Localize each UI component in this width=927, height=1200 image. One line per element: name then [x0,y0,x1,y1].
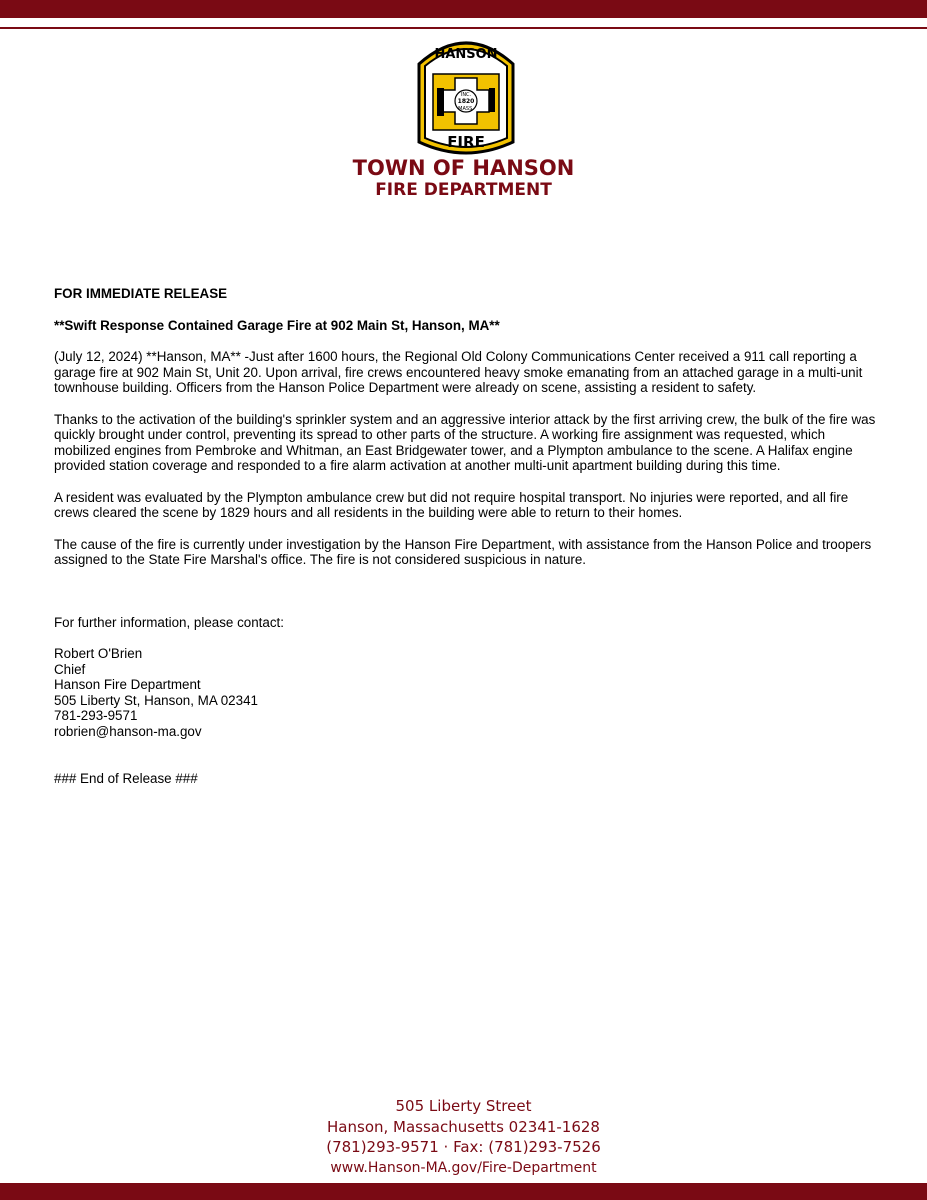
paragraph-3: A resident was evaluated by the Plympton ambulance crew but did not require hospital transport. No injuries were reported, and all fire crews cleared the scene by 1829 hours and all residents in the building were able to return to their homes. [54,489,849,520]
footer-website[interactable]: www.Hanson-MA.gov/Fire-Department [330,1159,597,1176]
contact-title: Chief [54,661,86,677]
town-title: TOWN OF HANSON [352,156,575,180]
contact-org: Hanson Fire Department [54,677,201,692]
release-headline: **Swift Response Contained Garage Fire at 902 Main St, Hanson, MA** [54,317,500,333]
footer-city: Hanson, Massachusetts 02341-1628 [327,1117,600,1136]
footer-phones: (781)293-9571 · Fax: (781)293-7526 [326,1138,601,1156]
top-border-line [0,27,927,29]
hanson-fire-logo [411,34,521,160]
contact-address: 505 Liberty St, Hanson, MA 02341 [54,692,258,708]
contact-block [54,646,882,739]
logo-badge-line-3: MASS. [458,106,474,112]
paragraph-1: (July 12, 2024) **Hanson, MA** -Just after 1600 hours, the Regional Old Colony Communications Center received a 911 call reporting a garage fire at 902 Main St, Unit 20. Upon arrival, fire crews encountered heavy smoke emanating from an attached garage in a multi-unit townhouse building. Officers from the Hanson Police Department were already on scene, assisting a resident to safety. [54,349,863,395]
footer-street: 505 Liberty Street [395,1097,532,1115]
release-label: FOR IMMEDIATE RELEASE [54,286,228,301]
contact-intro: For further information, please contact: [54,614,284,630]
logo-bottom-text: FIRE [447,133,485,151]
top-border-bar [0,0,927,18]
contact-name: Robert O'Brien [54,646,143,661]
footer [0,1096,927,1178]
paragraph-2: Thanks to the activation of the building's sprinkler system and an aggressive interior attack by the first arriving crew, the bulk of the fire was quickly brought under control, preventing its spread to other parts of the structure. A working fire assignment was requested, which mobilized engines from Pembroke and Whitman, an East Bridgewater tower, and a Plympton ambulance to the scene. A Halifax engine provided station coverage and responded to a fire alarm activation at another multi-unit apartment building during this time. [54,411,876,473]
logo-top-text: HANSON [434,47,498,62]
logo-badge-line-2: 1820 [457,98,475,105]
bottom-border-bar [0,1183,927,1200]
end-of-release: ### End of Release ### [54,771,198,786]
logo-badge-line-1: INC. [460,92,472,98]
contact-phone: 781-293-9571 [54,708,138,723]
contact-email: robrien@hanson-ma.gov [54,723,202,739]
department-title: FIRE DEPARTMENT [375,180,552,200]
press-release-body [54,286,882,787]
paragraph-4: The cause of the fire is currently under investigation by the Hanson Fire Department, with assistance from the Hanson Police and troopers assigned to the State Fire Marshal's office. The fire is not considered suspicious in nature. [54,536,872,567]
